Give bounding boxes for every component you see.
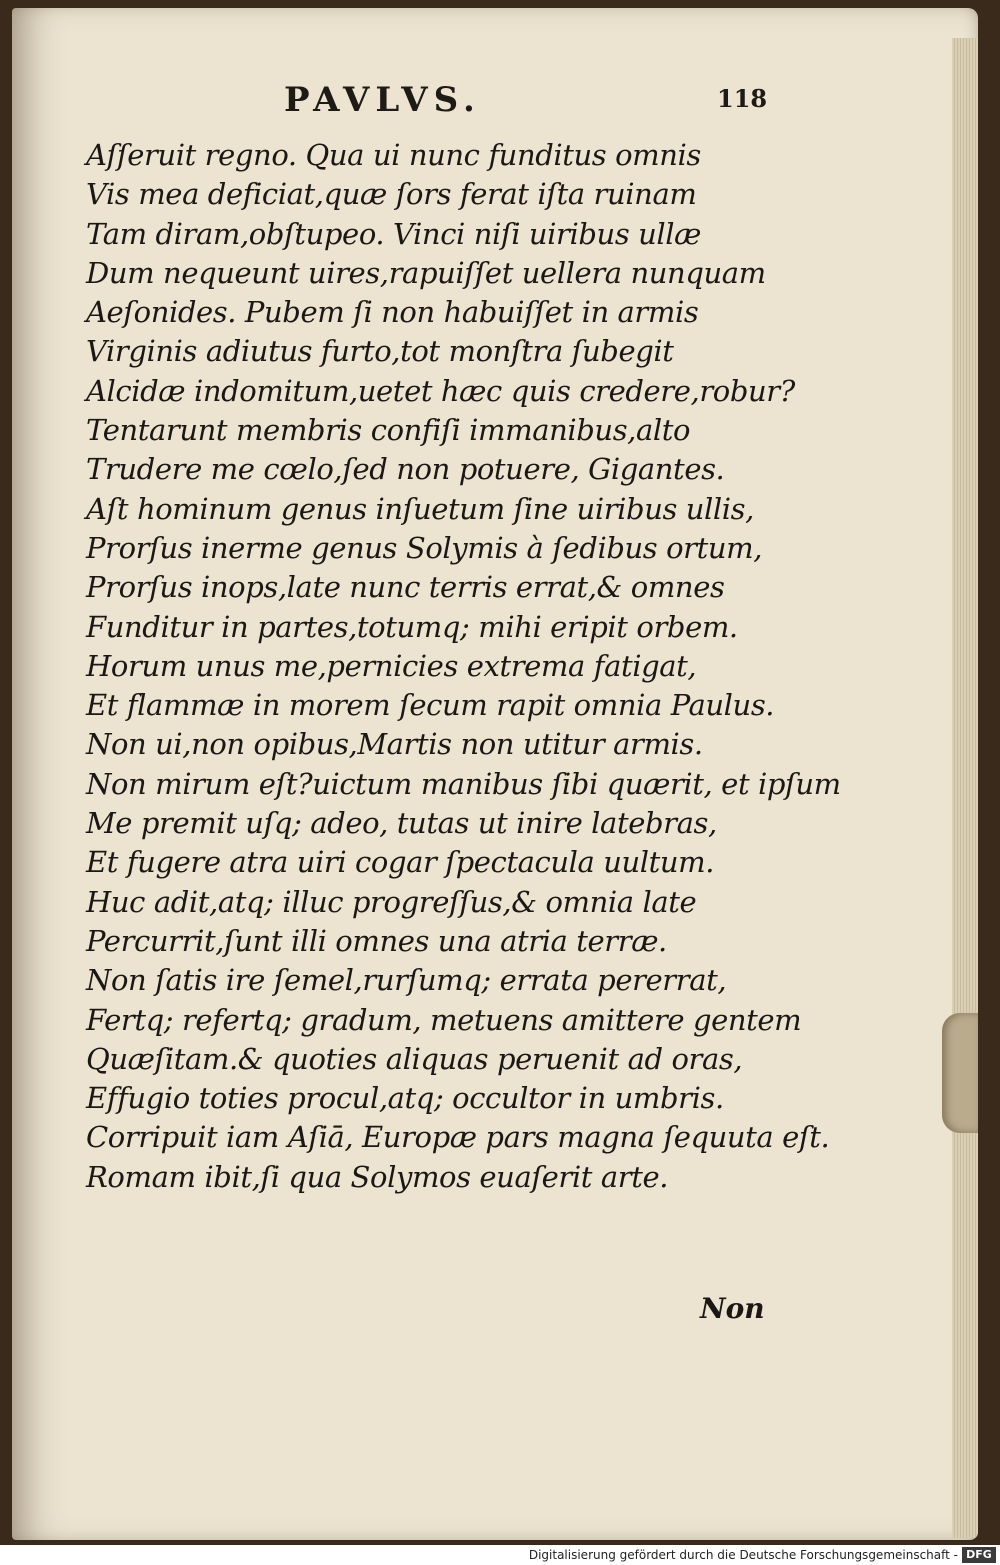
verse-line: Huc adit,atq; illuc progreſſus,& omnia late xyxy=(86,884,697,919)
verse-line: Alcidæ indomitum,uetet hæc quis credere,robur? xyxy=(86,373,795,408)
verse-line: Horum unus me,pernicies extrema fatigat, xyxy=(86,648,697,683)
page-clip xyxy=(942,1013,978,1133)
footer-bar xyxy=(0,1545,1000,1565)
catchword: Non xyxy=(700,1292,765,1325)
verse-line: Tentarunt membris confiſi immanibus,alto xyxy=(86,413,691,448)
verse-line: Quæſitam.& quoties aliquas peruenit ad oras, xyxy=(86,1041,743,1076)
verse-line: Fertq; refertq; gradum, metuens amittere gentem xyxy=(86,1002,802,1037)
verse-line: Non mirum eſt?uictum manibus ſibi quærit, et ipſum xyxy=(86,766,841,801)
verse-line: Funditur in partes,totumq; mihi eripit orbem. xyxy=(86,609,738,644)
verse-line: Non ſatis ire ſemel,rurſumq; errata pererrat, xyxy=(86,963,727,998)
verse-line: Me premit uſq; adeo, tutas ut inire latebras, xyxy=(86,806,717,841)
verse-line: Vis mea deficiat,quæ ſors ferat iſta ruinam xyxy=(86,177,697,212)
verse-line: Dum nequeunt uires,rapuiſſet uellera nunquam xyxy=(86,255,766,290)
verse-line: Aſt hominum genus inſuetum ſine uiribus ullis, xyxy=(86,491,754,526)
funding-credit: Digitalisierung gefördert durch die Deutsche Forschungsgemeinschaft - xyxy=(528,1548,958,1562)
verse-text xyxy=(86,136,841,1197)
verse-line: Prorſus inops,late nunc terris errat,& omnes xyxy=(86,570,725,605)
verse-line: Aeſonides. Pubem ſi non habuiſſet in armis xyxy=(86,295,699,330)
verse-line: Prorſus inerme genus Solymis à ſedibus ortum, xyxy=(86,530,763,565)
verse-line: Aſſeruit regno. Qua ui nunc funditus omnis xyxy=(86,138,701,172)
verse-line: Romam ibit,ſi qua Solymos euaſerit arte. xyxy=(86,1159,669,1194)
dfg-logo: DFG xyxy=(962,1547,996,1563)
verse-line: Et fugere atra uiri cogar ſpectacula uultum. xyxy=(86,845,715,880)
book-page xyxy=(12,8,978,1540)
page-edge xyxy=(952,38,978,1538)
verse-line: Non ui,non opibus,Martis non utitur armis. xyxy=(86,727,703,762)
verse-line: Et flammæ in morem ſecum rapit omnia Paulus. xyxy=(86,688,775,723)
folio-number: 118 xyxy=(717,84,768,113)
verse-line: Effugio toties procul,atq; occultor in umbris. xyxy=(86,1081,724,1116)
verse-line: Percurrit,ſunt illi omnes una atria terræ. xyxy=(86,923,667,958)
running-head: PAVLVS. xyxy=(284,80,481,120)
page-header xyxy=(12,80,978,120)
verse-line: Corripuit iam Aſiā, Europæ pars magna ſequuta eſt. xyxy=(86,1120,830,1155)
verse-line: Virginis adiutus furto,tot monſtra ſubegit xyxy=(86,334,674,369)
verse-line: Tam diram,obſtupeo. Vinci niſi uiribus ullæ xyxy=(86,216,702,251)
verse-line: Trudere me cœlo,ſed non potuere, Gigantes. xyxy=(86,452,725,487)
